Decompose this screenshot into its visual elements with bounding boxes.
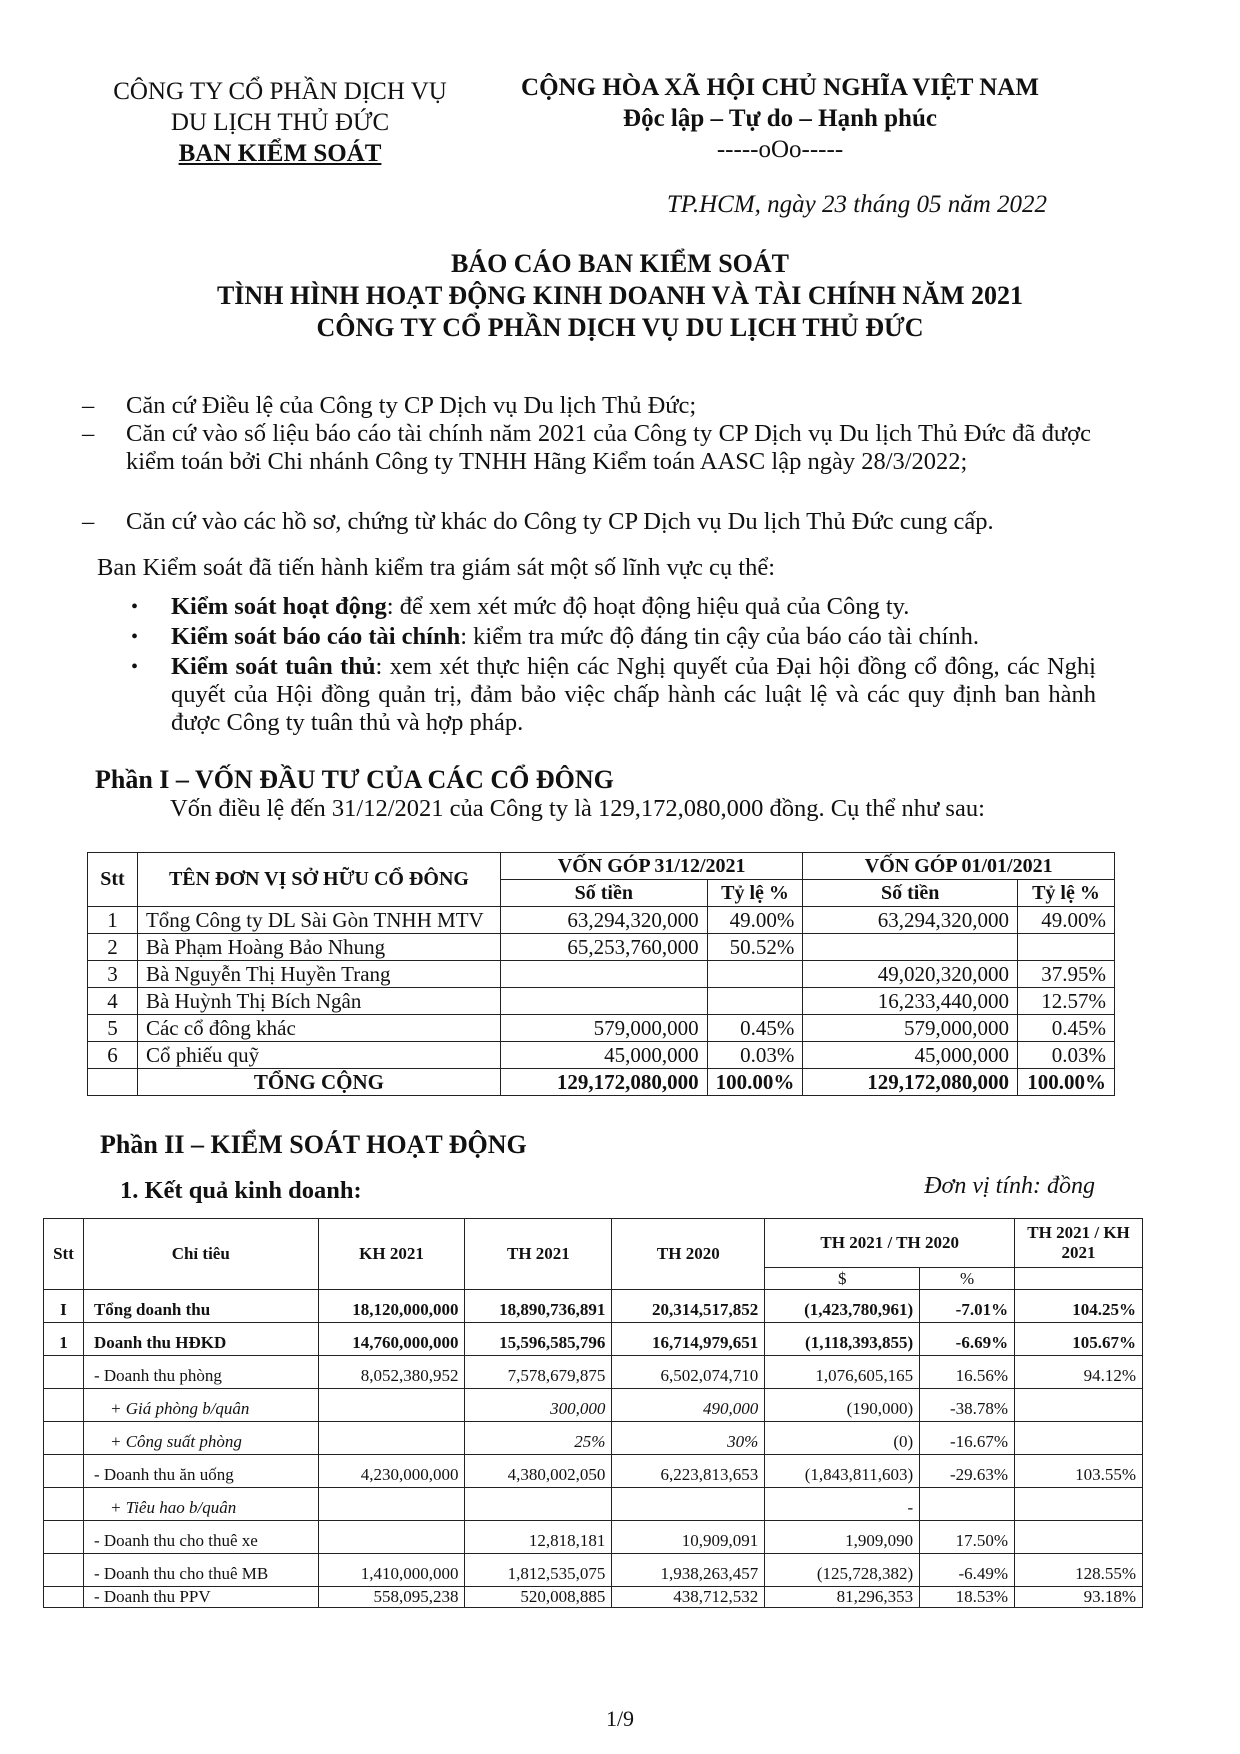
actual-2020: 6,223,813,653 (612, 1455, 765, 1488)
ratio-2021-start (1017, 934, 1114, 961)
plan-2021 (318, 1488, 465, 1521)
difference: (1,423,780,961) (765, 1290, 920, 1323)
difference: 81,296,353 (765, 1587, 920, 1608)
result-row (44, 1389, 1143, 1422)
difference-pct: -7.01% (920, 1290, 1015, 1323)
difference: 1,076,605,165 (765, 1356, 920, 1389)
row-stt: 2 (88, 934, 138, 961)
actual-2021: 18,890,736,891 (465, 1290, 612, 1323)
plan-ratio: 94.12% (1015, 1356, 1143, 1389)
plan-ratio: 93.18% (1015, 1587, 1143, 1608)
company-name-line1: CÔNG TY CỔ PHẦN DỊCH VỤ (113, 78, 447, 105)
actual-2021: 4,380,002,050 (465, 1455, 612, 1488)
plan-ratio: 105.67% (1015, 1323, 1143, 1356)
dash-marker: – (82, 420, 95, 447)
row-stt: 4 (88, 988, 138, 1015)
total-amount: 129,172,080,000 (803, 1069, 1018, 1096)
shareholder-name: Cổ phiếu quỹ (137, 1042, 500, 1069)
ratio-2021-end (707, 961, 803, 988)
basis-text: Căn cứ Điều lệ của Công ty CP Dịch vụ Du lịch Thủ Đức; (126, 392, 697, 419)
result-row (44, 1356, 1143, 1389)
item-label: - Doanh thu PPV (83, 1587, 318, 1608)
section1-heading: 1. Kết quả kinh doanh: (120, 1177, 362, 1204)
row-stt (44, 1521, 84, 1554)
basis-item (82, 508, 1091, 536)
result-row (44, 1323, 1143, 1356)
row-stt (44, 1554, 84, 1587)
col-ratio: Tỷ lệ % (1017, 880, 1114, 907)
scope-text: : kiểm tra mức độ đáng tin cậy của báo cáo tài chính. (460, 623, 979, 650)
department-name: BAN KIỂM SOÁT (178, 140, 382, 167)
amount-2021-start (803, 934, 1018, 961)
nation-title: CỘNG HÒA XÃ HỘI CHỦ NGHĨA VIỆT NAM (521, 74, 1039, 101)
difference: 1,909,090 (765, 1521, 920, 1554)
shareholder-name: Bà Huỳnh Thị Bích Ngân (137, 988, 500, 1015)
result-row (44, 1290, 1143, 1323)
actual-2020: 1,938,263,457 (612, 1554, 765, 1587)
shareholder-row (88, 934, 1115, 961)
scope-label: Kiểm soát tuân thủ (171, 653, 376, 680)
actual-2020: 6,502,074,710 (612, 1356, 765, 1389)
shareholder-row (88, 1042, 1115, 1069)
plan-2021: 14,760,000,000 (318, 1323, 465, 1356)
plan-ratio: 128.55% (1015, 1554, 1143, 1587)
item-label: - Doanh thu phòng (83, 1356, 318, 1389)
difference-pct: 18.53% (920, 1587, 1015, 1608)
plan-ratio (1015, 1422, 1143, 1455)
item-label: + Tiêu hao b/quân (83, 1488, 318, 1521)
shareholder-name: Bà Phạm Hoàng Bảo Nhung (137, 934, 500, 961)
ratio-2021-start: 12.57% (1017, 988, 1114, 1015)
row-stt (44, 1356, 84, 1389)
difference: (125,728,382) (765, 1554, 920, 1587)
difference: (1,843,811,603) (765, 1455, 920, 1488)
amount-2021-end: 65,253,760,000 (500, 934, 707, 961)
item-label: - Doanh thu cho thuê xe (83, 1521, 318, 1554)
amount-2021-end: 579,000,000 (500, 1015, 707, 1042)
ratio-2021-end: 0.03% (707, 1042, 803, 1069)
amount-2021-end (500, 961, 707, 988)
item-label: Doanh thu HĐKD (83, 1323, 318, 1356)
total-amount: 129,172,080,000 (500, 1069, 707, 1096)
col-shareholder: TÊN ĐƠN VỊ SỞ HỮU CỔ ĐÔNG (137, 853, 500, 907)
date-line: TP.HCM, ngày 23 tháng 05 năm 2022 (666, 191, 1047, 218)
difference: (1,118,393,855) (765, 1323, 920, 1356)
difference-pct: -6.69% (920, 1323, 1015, 1356)
actual-2020: 490,000 (612, 1389, 765, 1422)
row-stt (44, 1488, 84, 1521)
amount-2021-start: 16,233,440,000 (803, 988, 1018, 1015)
difference-pct: -6.49% (920, 1554, 1015, 1587)
part2-heading: Phần II – KIỂM SOÁT HOẠT ĐỘNG (100, 1130, 527, 1159)
business-results-table (43, 1218, 1143, 1608)
scope-text: : xem xét thực hiện các Nghị quyết của Đại hội đồng cổ đông, các Nghị quyết của Hội đồng quản trị, đảm bảo việc chấp hành các luật lệ và các quy định ban hành được Công ty tuân thủ và hợp pháp. (171, 653, 1096, 736)
item-label: + Công suất phòng (83, 1422, 318, 1455)
row-stt: 1 (44, 1323, 84, 1356)
actual-2020: 20,314,517,852 (612, 1290, 765, 1323)
plan-ratio (1015, 1521, 1143, 1554)
col-actual-2020: TH 2020 (612, 1219, 765, 1290)
actual-2020: 10,909,091 (612, 1521, 765, 1554)
col-stt: Stt (44, 1219, 84, 1290)
result-row (44, 1488, 1143, 1521)
shareholder-row (88, 907, 1115, 934)
amount-2021-start: 63,294,320,000 (803, 907, 1018, 934)
result-row (44, 1554, 1143, 1587)
amount-2021-start: 49,020,320,000 (803, 961, 1018, 988)
col-dollar: $ (765, 1268, 920, 1290)
ratio-2021-end (707, 988, 803, 1015)
dash-marker: – (82, 392, 95, 419)
page-number: 1/9 (605, 1706, 635, 1731)
shareholder-row (88, 1015, 1115, 1042)
ratio-2021-start: 37.95% (1017, 961, 1114, 988)
basis-text: Căn cứ vào các hồ sơ, chứng từ khác do Công ty CP Dịch vụ Du lịch Thủ Đức cung cấp. (126, 508, 994, 535)
col-percent: % (920, 1268, 1015, 1290)
row-stt (44, 1587, 84, 1608)
amount-2021-end: 45,000,000 (500, 1042, 707, 1069)
actual-2021: 1,812,535,075 (465, 1554, 612, 1587)
ratio-2021-end: 49.00% (707, 907, 803, 934)
scope-label: Kiểm soát hoạt động (171, 593, 387, 620)
col-ratio: Tỷ lệ % (707, 880, 803, 907)
motto: Độc lập – Tự do – Hạnh phúc (623, 105, 937, 132)
difference: - (765, 1488, 920, 1521)
difference: (190,000) (765, 1389, 920, 1422)
row-stt: I (44, 1290, 84, 1323)
bullet-marker: • (131, 656, 139, 678)
row-stt: 3 (88, 961, 138, 988)
bullet-marker: • (131, 596, 139, 618)
difference-pct (920, 1488, 1015, 1521)
total-label: TỔNG CỘNG (137, 1069, 500, 1096)
col-plan-2021: KH 2021 (318, 1219, 465, 1290)
actual-2020: 16,714,979,651 (612, 1323, 765, 1356)
col-plan-ratio: TH 2021 / KH 2021 (1015, 1219, 1143, 1268)
item-label: Tổng doanh thu (83, 1290, 318, 1323)
item-label: - Doanh thu cho thuê MB (83, 1554, 318, 1587)
shareholder-name: Các cổ đông khác (137, 1015, 500, 1042)
difference-pct: -29.63% (920, 1455, 1015, 1488)
actual-2021 (465, 1488, 612, 1521)
difference-pct: 16.56% (920, 1356, 1015, 1389)
amount-2021-start: 579,000,000 (803, 1015, 1018, 1042)
plan-2021 (318, 1422, 465, 1455)
amount-2021-end: 63,294,320,000 (500, 907, 707, 934)
col-item: Chỉ tiêu (83, 1219, 318, 1290)
plan-2021: 8,052,380,952 (318, 1356, 465, 1389)
actual-2021: 25% (465, 1422, 612, 1455)
actual-2021: 520,008,885 (465, 1587, 612, 1608)
col-amount: Số tiền (803, 880, 1018, 907)
amount-2021-start: 45,000,000 (803, 1042, 1018, 1069)
plan-ratio: 104.25% (1015, 1290, 1143, 1323)
scope-item (131, 653, 1096, 737)
scope-label: Kiểm soát báo cáo tài chính (171, 623, 461, 650)
plan-ratio (1015, 1488, 1143, 1521)
shareholder-row (88, 961, 1115, 988)
amount-2021-end (500, 988, 707, 1015)
total-row (88, 1069, 1115, 1096)
ratio-2021-end: 0.45% (707, 1015, 803, 1042)
plan-ratio: 103.55% (1015, 1455, 1143, 1488)
company-name-line2: DU LỊCH THỦ ĐỨC (170, 109, 390, 136)
difference-pct: 17.50% (920, 1521, 1015, 1554)
shareholder-row (88, 988, 1115, 1015)
col-stt: Stt (88, 853, 138, 907)
shareholder-name: Tổng Công ty DL Sài Gòn TNHH MTV (137, 907, 500, 934)
col-group-compare: TH 2021 / TH 2020 (765, 1219, 1015, 1268)
dash-marker: – (82, 508, 95, 535)
col-group-2021-start: VỐN GÓP 01/01/2021 (803, 853, 1115, 880)
basis-item (82, 392, 1091, 420)
result-row (44, 1422, 1143, 1455)
ratio-2021-start: 0.03% (1017, 1042, 1114, 1069)
result-row (44, 1455, 1143, 1488)
plan-2021: 4,230,000,000 (318, 1455, 465, 1488)
item-label: + Giá phòng b/quân (83, 1389, 318, 1422)
total-ratio: 100.00% (707, 1069, 803, 1096)
col-amount: Số tiền (500, 880, 707, 907)
actual-2020: 30% (612, 1422, 765, 1455)
actual-2021: 15,596,585,796 (465, 1323, 612, 1356)
item-label: - Doanh thu ăn uống (83, 1455, 318, 1488)
bullet-marker: • (131, 626, 139, 648)
title-line1: BÁO CÁO BAN KIỂM SOÁT (450, 249, 790, 278)
unit-note: Đơn vị tính: đồng (924, 1173, 1095, 1199)
row-stt: 6 (88, 1042, 138, 1069)
result-row (44, 1587, 1143, 1608)
difference: (0) (765, 1422, 920, 1455)
actual-2021: 12,818,181 (465, 1521, 612, 1554)
shareholder-table (87, 852, 1115, 1096)
actual-2020: 438,712,532 (612, 1587, 765, 1608)
plan-2021: 558,095,238 (318, 1587, 465, 1608)
plan-ratio (1015, 1389, 1143, 1422)
result-row (44, 1521, 1143, 1554)
col-actual-2021: TH 2021 (465, 1219, 612, 1290)
scope-text: : để xem xét mức độ hoạt động hiệu quả của Công ty. (386, 593, 910, 620)
scope-item (131, 623, 1096, 651)
issuer-block (60, 76, 500, 169)
scope-intro: Ban Kiểm soát đã tiến hành kiểm tra giám sát một số lĩnh vực cụ thể: (97, 554, 776, 581)
row-stt (44, 1422, 84, 1455)
basis-item (82, 420, 1091, 476)
row-stt: 5 (88, 1015, 138, 1042)
title-line2: TÌNH HÌNH HOẠT ĐỘNG KINH DOANH VÀ TÀI CHÍNH NĂM 2021 (216, 281, 1024, 310)
part1-heading: Phần I – VỐN ĐẦU TƯ CỦA CÁC CỔ ĐÔNG (95, 765, 614, 794)
part1-text: Vốn điều lệ đến 31/12/2021 của Công ty là 129,172,080,000 đồng. Cụ thể như sau: (170, 795, 985, 822)
basis-text: Căn cứ vào số liệu báo cáo tài chính năm 2021 của Công ty CP Dịch vụ Du lịch Thủ Đức đã được kiểm toán bởi Chi nhánh Công ty TNHH Hãng Kiểm toán AASC lập ngày 28/3/2022; (126, 420, 1091, 475)
total-ratio: 100.00% (1017, 1069, 1114, 1096)
title-line3: CÔNG TY CỔ PHẦN DỊCH VỤ DU LỊCH THỦ ĐỨC (316, 313, 924, 342)
actual-2020 (612, 1488, 765, 1521)
actual-2021: 300,000 (465, 1389, 612, 1422)
shareholder-name: Bà Nguyễn Thị Huyền Trang (137, 961, 500, 988)
plan-2021 (318, 1521, 465, 1554)
col-group-2021-end: VỐN GÓP 31/12/2021 (500, 853, 802, 880)
national-header (500, 72, 1060, 165)
plan-2021 (318, 1389, 465, 1422)
ratio-2021-start: 0.45% (1017, 1015, 1114, 1042)
plan-2021: 18,120,000,000 (318, 1290, 465, 1323)
difference-pct: -16.67% (920, 1422, 1015, 1455)
header-separator: -----oOo----- (716, 136, 844, 163)
scope-item (131, 593, 1096, 621)
difference-pct: -38.78% (920, 1389, 1015, 1422)
row-stt: 1 (88, 907, 138, 934)
ratio-2021-end: 50.52% (707, 934, 803, 961)
report-title (80, 248, 1160, 344)
row-stt (44, 1389, 84, 1422)
row-stt (44, 1455, 84, 1488)
plan-2021: 1,410,000,000 (318, 1554, 465, 1587)
ratio-2021-start: 49.00% (1017, 907, 1114, 934)
actual-2021: 7,578,679,875 (465, 1356, 612, 1389)
